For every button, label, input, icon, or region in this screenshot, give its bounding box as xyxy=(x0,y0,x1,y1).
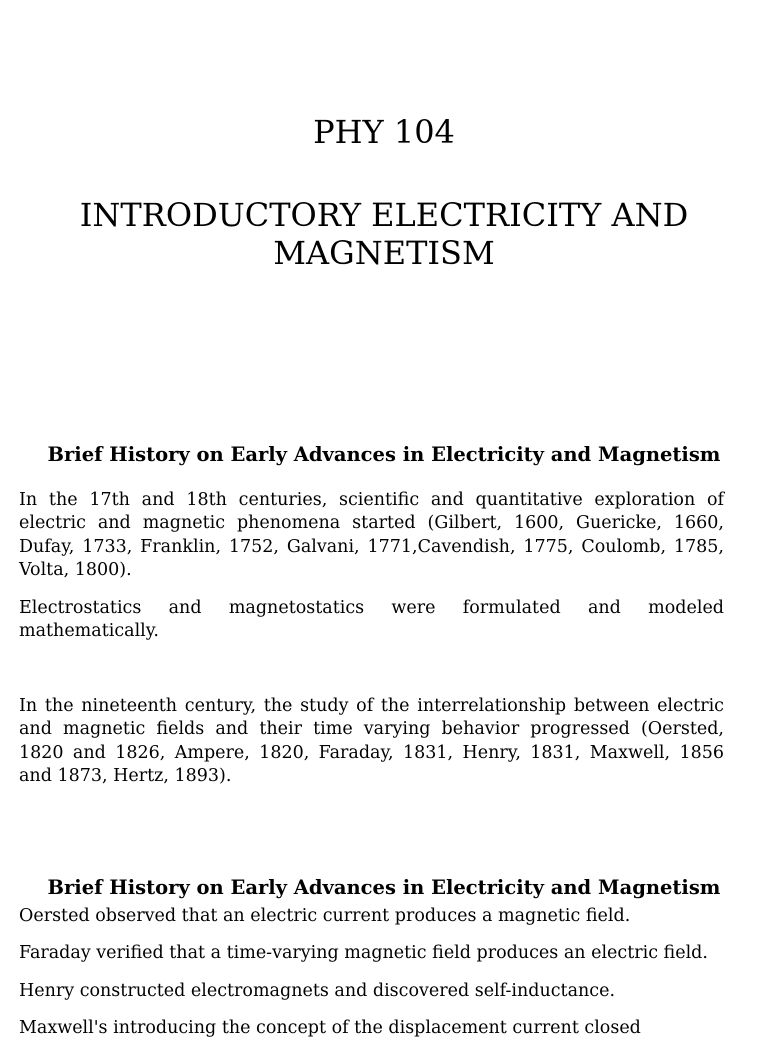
course-code: PHY 104 xyxy=(313,113,455,151)
paragraph: Henry constructed electromagnets and discovered self-inductance. xyxy=(19,981,616,1001)
paragraph: Electrostatics and magnetostatics were formulated and modeled mathematically. xyxy=(19,598,724,642)
course-title: INTRODUCTORY ELECTRICITY AND MAGNETISM xyxy=(79,196,689,272)
paragraph: Maxwell's introducing the concept of the displacement current closed xyxy=(19,1018,641,1038)
section-heading: Brief History on Early Advances in Electricity and Magnetism xyxy=(47,443,721,466)
paragraph: Faraday verified that a time-varying magnetic field produces an electric field. xyxy=(19,943,708,963)
paragraph: Oersted observed that an electric current produces a magnetic field. xyxy=(19,906,631,926)
paragraph: In the 17th and 18th centuries, scientific and quantitative exploration of electric and magnetic phenomena started (Gilbert, 1600, Guericke, 1660, Dufay, 1733, Franklin, 1752, Galvani, 1771,Cavendish, 1775, Coulomb, 1785, Volta, 1800). xyxy=(19,490,724,580)
section-heading: Brief History on Early Advances in Electricity and Magnetism xyxy=(47,876,721,899)
paragraph: In the nineteenth century, the study of the interrelationship between electric and magnetic fields and their time varying behavior progressed (Oersted, 1820 and 1826, Ampere, 1820, Faraday, 1831, Henry, 1831, Maxwell, 1856 and 1873, Hertz, 1893). xyxy=(19,696,724,786)
